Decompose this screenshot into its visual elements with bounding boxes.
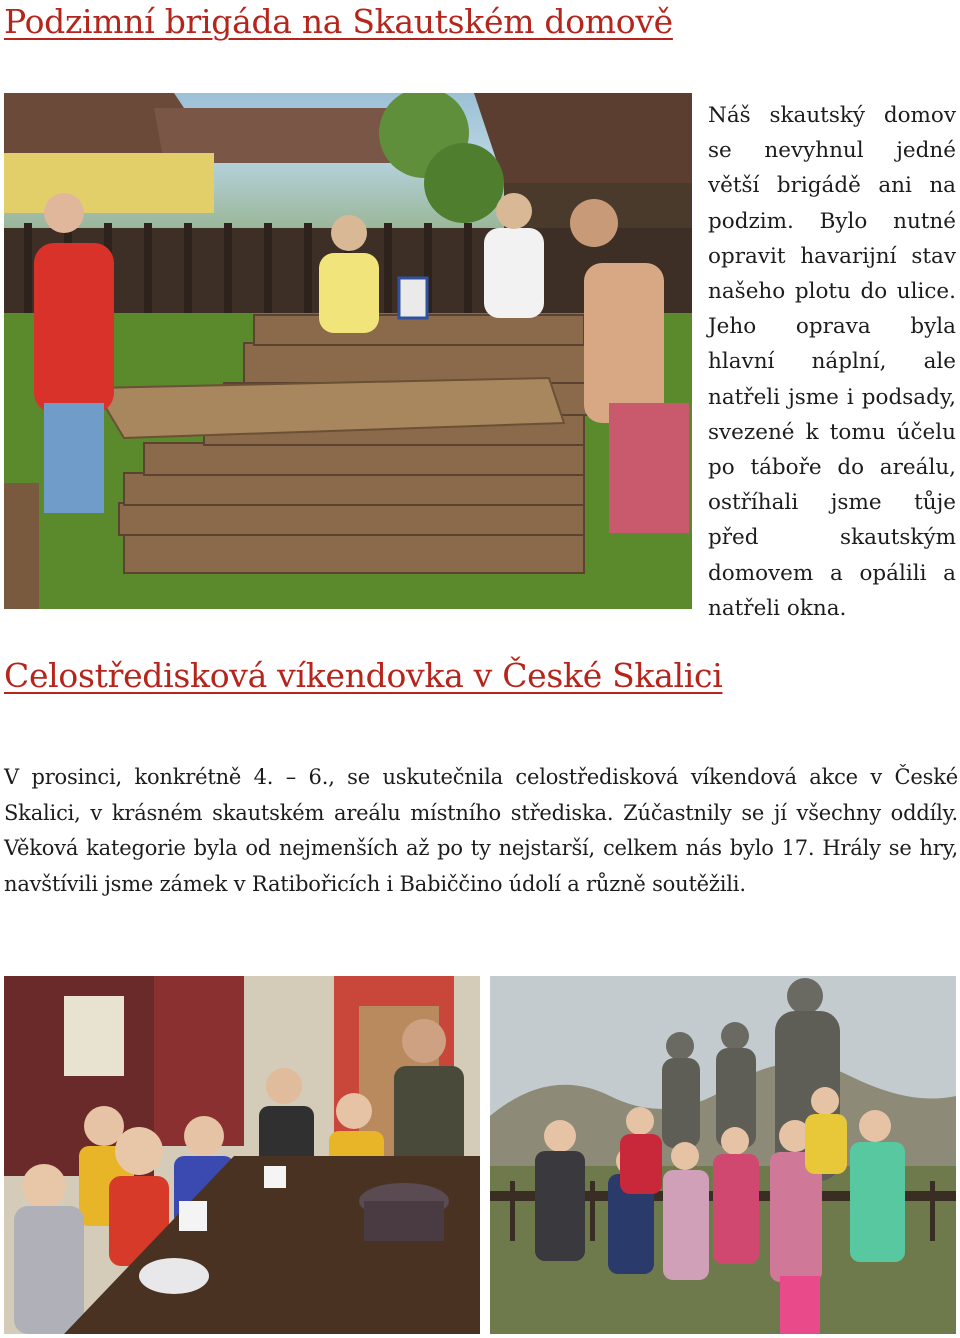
section-title-brigade: Podzimní brigáda na Skautském domově	[4, 2, 673, 41]
brigade-description: Náš skautský domov se nevyhnul jedné větší brigádě ani na podzim. Bylo nutné opravit havarijní stav našeho plotu do ulice. Jeho oprava byla hlavní náplní, ale natřeli jsme i podsady, svezené k tomu účelu po táboře do areálu, ostříhali jsme tůje před skautským domovem a opálili a natřeli okna.	[708, 103, 956, 621]
photo-fence-repair	[4, 93, 692, 609]
photo-indoor-table	[4, 976, 480, 1334]
photo-babiccino-udoli	[490, 976, 956, 1334]
weekend-description: V prosinci, konkrétně 4. – 6., se uskutečnila celostředisková víkendová akce v České Skalici, v krásném skautském areálu místního střediska. Zúčastnily se jí všechny oddíly. Věková kategorie byla od nejmenších až po ty nejstarší, celkem nás bylo 17. Hrály se hry, navštívili jsme zámek v Ratibořicích i Babiččino údolí a různě soutěžili.	[4, 765, 958, 896]
section-title-weekend: Celostředisková víkendovka v České Skalici	[4, 656, 723, 695]
